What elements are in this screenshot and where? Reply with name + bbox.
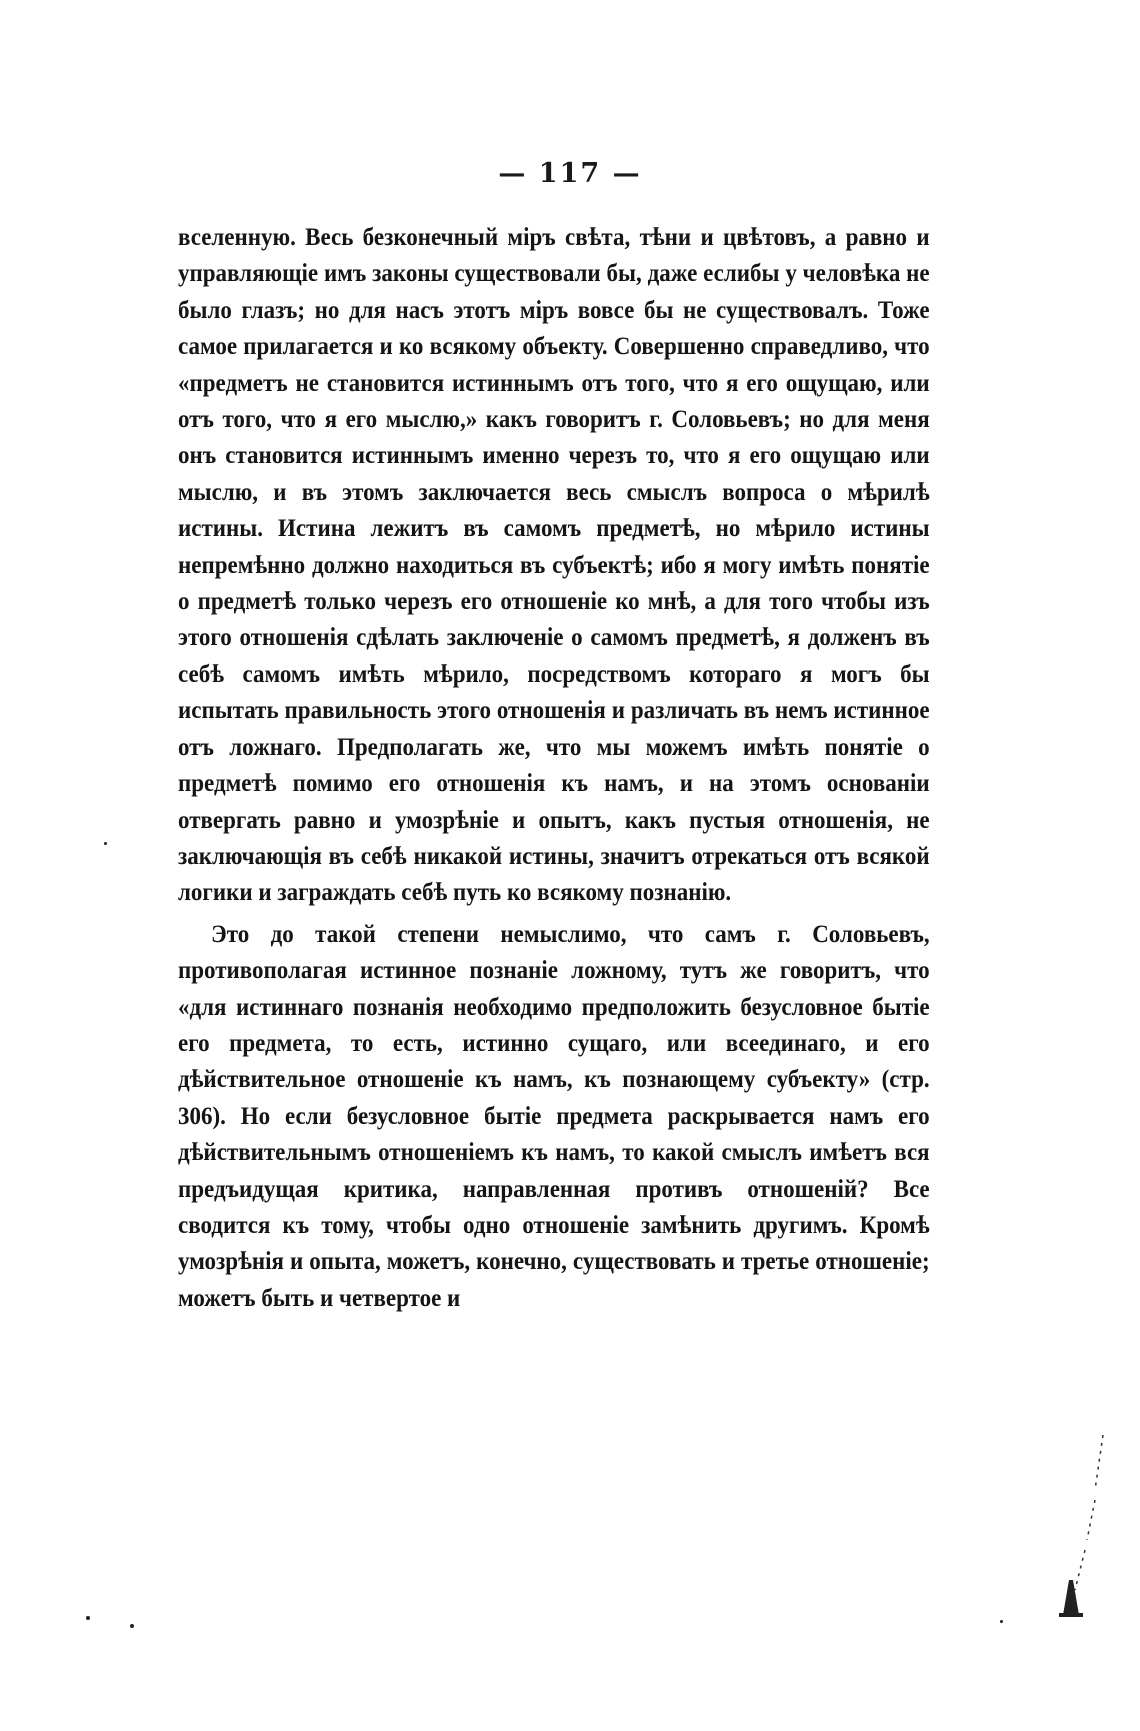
paragraph: Это до такой степени немыслимо, что самъ г. Соловьевъ, противополагая истинное познаніе ложному, тутъ же говоритъ, что «для истиннаго познанія необходимо предположить безусловное бытіе его предмета, то есть, истинно сущаго, или всеединаго, и его дѣйствительное отношеніе къ намъ, къ познающему субъекту» (стр. 306). Но если безусловное бытіе предмета раскрывается намъ его дѣйствительнымъ отношеніемъ къ намъ, то какой смыслъ имѣетъ вся предъидущая критика, направленная противъ отношеній? Все сводится къ тому, чтобы одно отношеніе замѣнить другимъ. Кромѣ умозрѣнія и опыта, можетъ, конечно, существовать и третье отношеніе; можетъ быть и четвертое и xyxy=(178,920,930,1312)
scan-speck xyxy=(130,1624,134,1628)
scan-speck xyxy=(86,1616,90,1620)
paragraph: вселенную. Весь безконечный міръ свѣта, тѣни и цвѣтовъ, а равно и управляющіе имъ законы существовали бы, даже еслибы у человѣка не было глазъ; но для насъ этотъ міръ вовсе бы не существовалъ. Тоже самое прилагается и ко всякому объекту. Совершенно справедливо, что «предметъ не становится истиннымъ отъ того, что я его ощущаю, или отъ того, что я его мыслю,» какъ говоритъ г. Соловьевъ; но для меня онъ становится истиннымъ именно черезъ то, что я его ощущаю или мыслю, и въ этомъ заключается весь смыслъ вопроса о мѣрилѣ истины. Истина лежитъ въ самомъ предметѣ, но мѣрило истины непремѣнно должно находиться въ субъектѣ; ибо я могу имѣть понятіе о предметѣ только черезъ его отношеніе ко мнѣ, а для того чтобы изъ этого отношенія сдѣлать заключеніе о самомъ предметѣ, я долженъ въ себѣ самомъ имѣть мѣрило, посредствомъ котораго я могъ бы испытать правильность этого отношенія и различать въ немъ истинное отъ ложнаго. Предполагать же, что мы можемъ имѣть понятіе о предметѣ помимо его отношенія къ намъ, и на этомъ основаніи отвергать равно и умозрѣніе и опытъ, какъ пустыя отношенія, не заключающія въ себѣ никакой истины, значитъ отрекаться отъ всякой логики и заграждать себѣ путь ко всякому познанію. xyxy=(178,224,930,907)
page-number: — 117 — xyxy=(498,158,642,189)
margin-scan-marks xyxy=(1055,1430,1115,1630)
scan-speck xyxy=(104,842,107,845)
body-text xyxy=(178,220,930,1317)
scan-speck xyxy=(1000,1620,1003,1623)
